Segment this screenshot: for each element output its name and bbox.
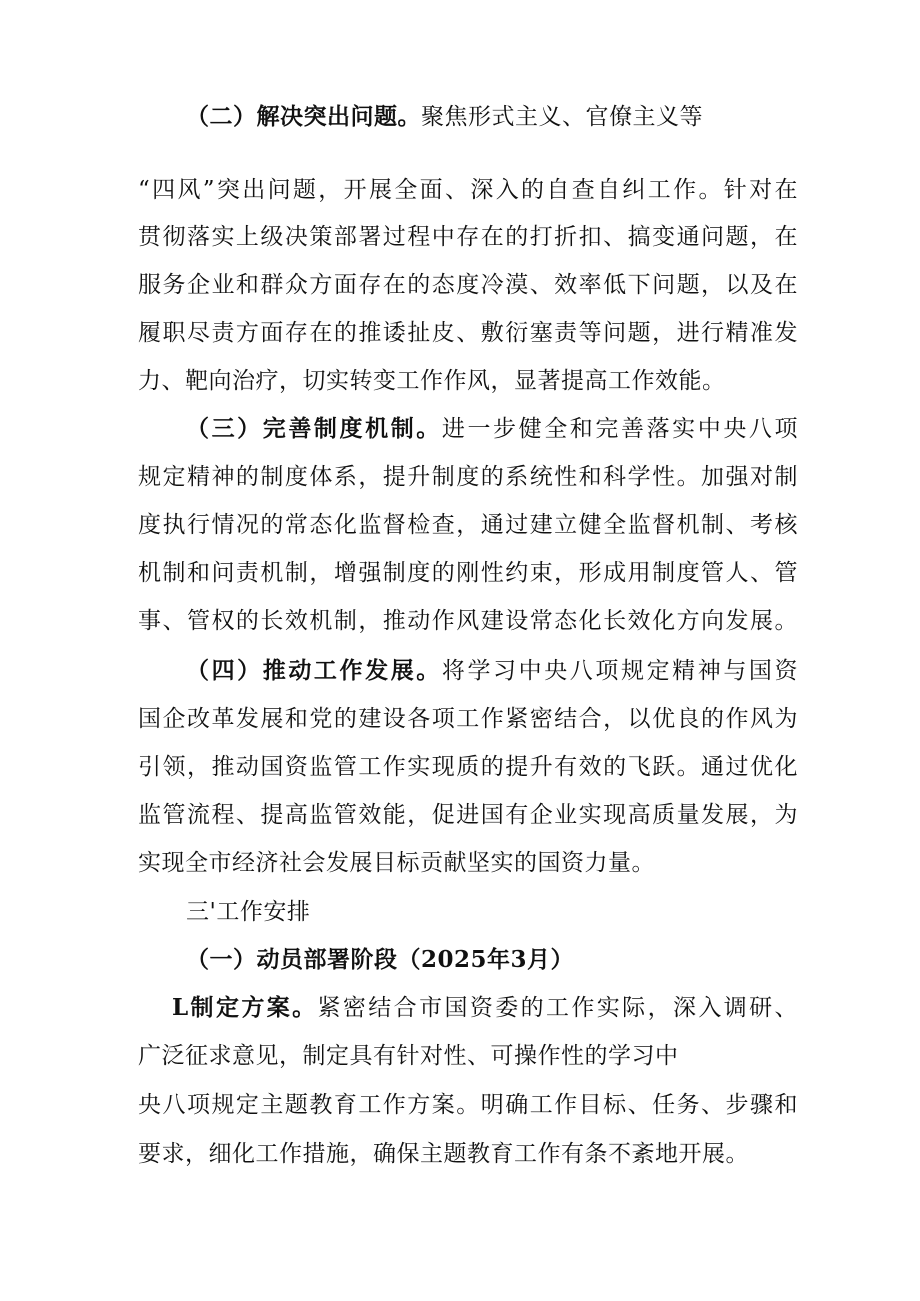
section4-line-4: 实现全市经济社会发展目标贡献坚实的国资力量。 xyxy=(138,850,655,876)
section4-line-2: 引领，推动国资监管工作实现质的提升有效的飞跃。通过优化 xyxy=(138,754,798,780)
section2-line-2: 贯彻落实上级决策部署过程中存在的打折扣、搞变通问题，在 xyxy=(138,224,798,250)
section2-line-4: 履职尽责方面存在的推诿扯皮、敷衍塞责等问题，进行精准发 xyxy=(138,320,798,346)
section2-line-5: 力、靶向治疗，切实转变工作作风，显著提高工作效能。 xyxy=(138,368,726,394)
section3-heading: （三）完善制度机制。 xyxy=(186,415,442,442)
section3-line-3: 机制和问责机制，增强制度的刚性约束，形成用制度管人、管 xyxy=(138,560,798,586)
item1-line-1: 广泛征求意见，制定具有针对性、可操作性的学习中 xyxy=(138,1043,679,1069)
section2-heading: （二）解决突出问题。 xyxy=(186,103,421,130)
item1-heading: L制定方案。 xyxy=(172,994,318,1021)
section3-first-line xyxy=(186,414,798,444)
section4-line-0: 将学习中央八项规定精神与国资 xyxy=(441,658,798,684)
section4-line-1: 国企改革发展和党的建设各项工作紧密结合，以优良的作风为 xyxy=(138,706,798,732)
item1-line-3: 要求，细化工作措施，确保主题教育工作有条不紊地开展。 xyxy=(138,1141,749,1167)
item1-first-line xyxy=(172,993,798,1023)
section4-heading: （四）推动工作发展。 xyxy=(186,657,442,684)
section3-line-2: 度执行情况的常态化监督检查，通过建立健全监督机制、考核 xyxy=(138,512,798,538)
item1-line-2: 央八项规定主题教育工作方案。明确工作目标、任务、步骤和 xyxy=(138,1092,798,1118)
section3-line-1: 规定精神的制度体系，提升制度的系统性和科学性。加强对制 xyxy=(138,464,798,490)
part3-title: 三'工作安排 xyxy=(186,899,311,925)
section2-line-3: 服务企业和群众方面存在的态度冷漠、效率低下问题，以及在 xyxy=(138,272,798,298)
section4-line-3: 监管流程、提高监管效能，促进国有企业实现高质量发展，为 xyxy=(138,802,798,828)
stage1-heading: （一）动员部署阶段（2025年3月） xyxy=(186,946,575,973)
item1-line-0: 紧密结合市国资委的工作实际，深入调研、 xyxy=(317,995,798,1021)
section2-first-line xyxy=(186,102,798,132)
section2-line-1: “四风”突出问题，开展全面、深入的自查自纠工作。针对在 xyxy=(138,177,798,203)
section3-line-0: 进一步健全和完善落实中央八项 xyxy=(441,416,798,442)
section3-line-4: 事、管权的长效机制，推动作风建设常态化长效化方向发展。 xyxy=(138,608,798,634)
section4-first-line xyxy=(186,656,798,686)
section2-line-0: 聚焦形式主义、官僚主义等 xyxy=(421,104,703,130)
